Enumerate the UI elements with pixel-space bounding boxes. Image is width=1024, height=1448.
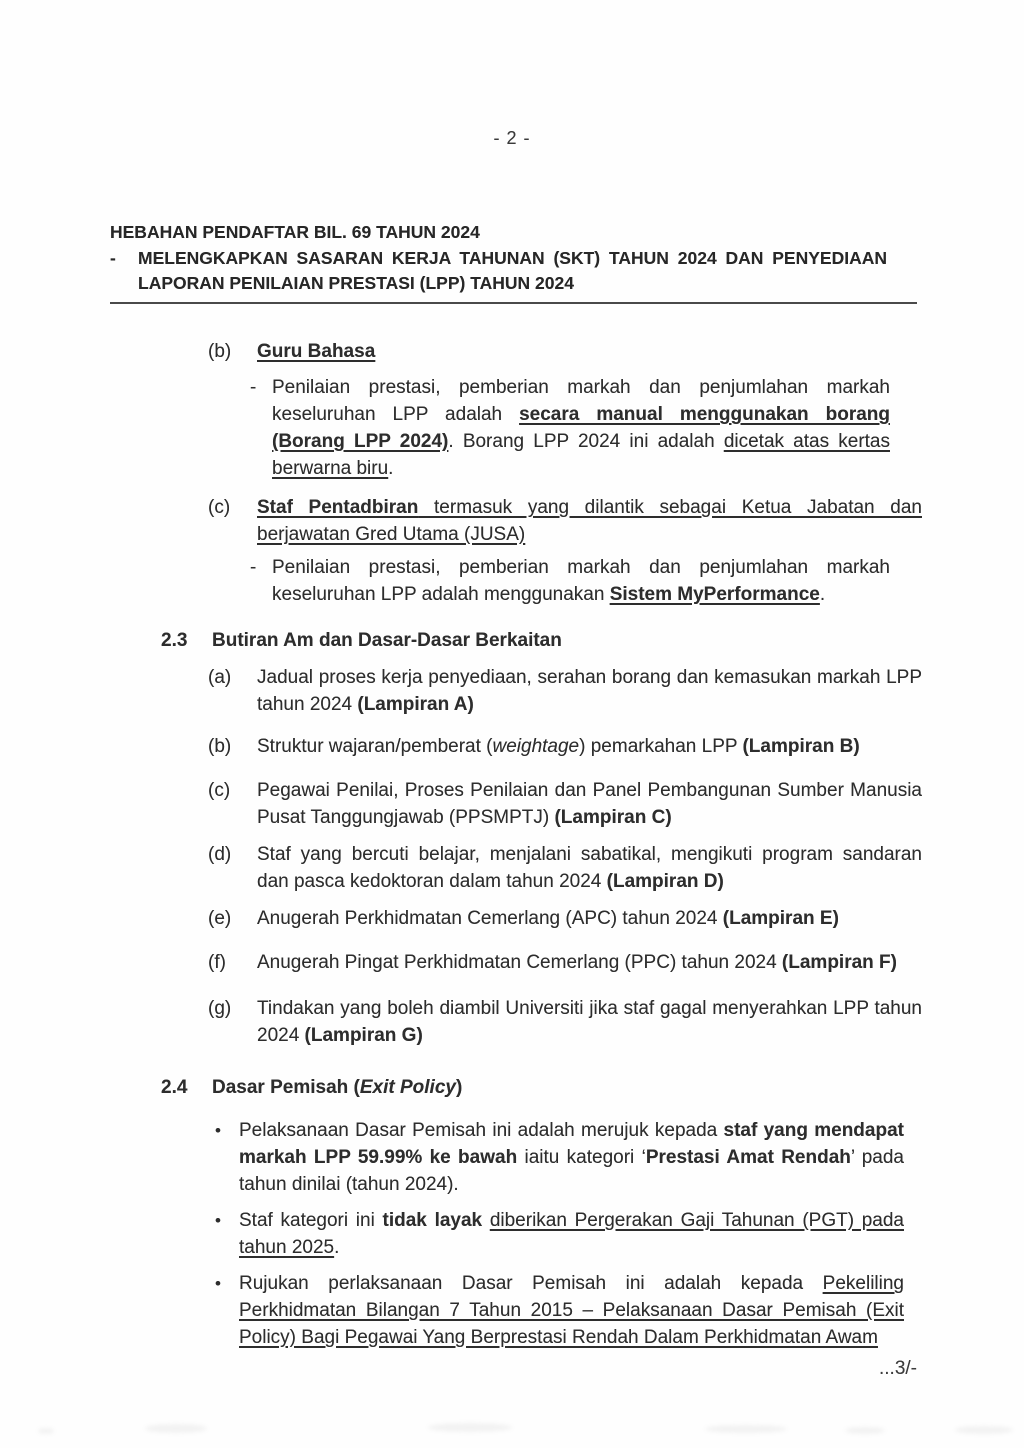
item-b bbox=[208, 338, 1024, 365]
section-2-4 bbox=[161, 1074, 1024, 1101]
list-item-label: (d) bbox=[208, 844, 232, 865]
list-item-label: (f) bbox=[208, 952, 226, 973]
item-b-label: (b) bbox=[208, 341, 232, 362]
bullet-text: Pelaksanaan Dasar Pemisah ini adalah merujuk kepada staf yang mendapat markah LPP 59.99% ke bawah iaitu kategori ‘Prestasi Amat Rendah’ pada tahun dinilai (tahun 2024). bbox=[239, 1120, 904, 1195]
list-item-e bbox=[208, 905, 1024, 932]
list-item-text: Struktur wajaran/pemberat (weightage) pemarkahan LPP (Lampiran B) bbox=[257, 736, 860, 757]
page-number: - 2 - bbox=[493, 128, 531, 148]
section-2-3-number: 2.3 bbox=[161, 630, 188, 651]
circular-header bbox=[110, 220, 917, 304]
list-item-text: Anugerah Perkhidmatan Cemerlang (APC) tahun 2024 (Lampiran E) bbox=[257, 908, 839, 929]
item-b-paragraph bbox=[250, 374, 1024, 482]
list-item-label: (g) bbox=[208, 998, 232, 1019]
list-item-label: (c) bbox=[208, 780, 231, 801]
section-2-3 bbox=[161, 627, 1024, 654]
circular-subject bbox=[110, 246, 917, 296]
circular-title: HEBAHAN PENDAFTAR BIL. 69 TAHUN 2024 bbox=[110, 222, 480, 242]
bullet-item bbox=[215, 1270, 1024, 1351]
scan-artifact bbox=[428, 1423, 512, 1432]
item-b-title: Guru Bahasa bbox=[257, 341, 376, 362]
item-c bbox=[208, 494, 1024, 548]
list-item-text: Pegawai Penilai, Proses Penilaian dan Panel Pembangunan Sumber Manusia Pusat Tanggungjawab (PPSMPTJ) (Lampiran C) bbox=[257, 780, 922, 828]
scan-artifact bbox=[955, 1426, 1013, 1434]
scan-artifact bbox=[145, 1424, 207, 1433]
scan-artifact bbox=[38, 1428, 54, 1434]
list-item-label: (e) bbox=[208, 908, 232, 929]
item-c-paragraph bbox=[250, 554, 1024, 608]
subject-dash: - bbox=[110, 248, 116, 268]
header-divider bbox=[110, 302, 917, 304]
list-item-f bbox=[208, 949, 1024, 976]
bullet-marker: • bbox=[215, 1274, 221, 1293]
list-item-text: Anugerah Pingat Perkhidmatan Cemerlang (PPC) tahun 2024 (Lampiran F) bbox=[257, 952, 897, 973]
sub-item-dash: - bbox=[250, 557, 257, 578]
bullet-item bbox=[215, 1117, 1024, 1198]
sub-item-dash: - bbox=[250, 377, 257, 398]
item-c-paragraph-text: Penilaian prestasi, pemberian markah dan penjumlahan markah keseluruhan LPP adalah menggunakan Sistem MyPerformance. bbox=[272, 557, 890, 605]
scan-artifact bbox=[845, 1427, 885, 1434]
item-c-label: (c) bbox=[208, 497, 231, 518]
list-item-b bbox=[208, 733, 1024, 760]
scan-artifact bbox=[705, 1425, 787, 1433]
bullet-marker: • bbox=[215, 1121, 221, 1140]
bullet-text: Staf kategori ini tidak layak diberikan Pergerakan Gaji Tahunan (PGT) pada tahun 2025. bbox=[239, 1210, 904, 1258]
item-c-heading: Staf Pentadbiran termasuk yang dilantik sebagai Ketua Jabatan dan berjawatan Gred Utama (JUSA) bbox=[257, 497, 922, 545]
list-item-c bbox=[208, 777, 1024, 831]
list-item-g bbox=[208, 995, 1024, 1049]
list-item-label: (b) bbox=[208, 736, 232, 757]
item-b-paragraph-text: Penilaian prestasi, pemberian markah dan penjumlahan markah keseluruhan LPP adalah secara manual menggunakan borang (Borang LPP 2024). Borang LPP 2024 ini adalah dicetak atas kertas berwarna biru. bbox=[272, 377, 890, 479]
bullet-text: Rujukan perlaksanaan Dasar Pemisah ini adalah kepada Pekeliling Perkhidmatan Bilangan 7 Tahun 2015 – Pelaksanaan Dasar Pemisah (Exit Policy) Bagi Pegawai Yang Berprestasi Rendah Dalam Perkhidmatan Awam bbox=[239, 1273, 904, 1348]
section-2-4-heading: Dasar Pemisah (Exit Policy) bbox=[212, 1077, 463, 1098]
bullet-marker: • bbox=[215, 1211, 221, 1230]
subject-text: MELENGKAPKAN SASARAN KERJA TAHUNAN (SKT) TAHUN 2024 DAN PENYEDIAAN LAPORAN PENILAIAN PRESTASI (LPP) TAHUN 2024 bbox=[138, 248, 887, 293]
section-2-3-heading: Butiran Am dan Dasar-Dasar Berkaitan bbox=[212, 630, 562, 651]
list-item-a bbox=[208, 664, 1024, 718]
list-item-text: Staf yang bercuti belajar, menjalani sabatikal, mengikuti program sandaran dan pasca kedoktoran dalam tahun 2024 (Lampiran D) bbox=[257, 844, 922, 892]
list-item-label: (a) bbox=[208, 667, 232, 688]
list-item-text: Tindakan yang boleh diambil Universiti jika staf gagal menyerahkan LPP tahun 2024 (Lampiran G) bbox=[257, 998, 922, 1046]
bullet-item bbox=[215, 1207, 1024, 1261]
list-item-d bbox=[208, 841, 1024, 895]
list-item-text: Jadual proses kerja penyediaan, serahan borang dan kemasukan markah LPP tahun 2024 (Lampiran A) bbox=[257, 667, 922, 715]
page-continuation-mark: ...3/- bbox=[878, 1358, 917, 1379]
section-2-4-number: 2.4 bbox=[161, 1077, 188, 1098]
